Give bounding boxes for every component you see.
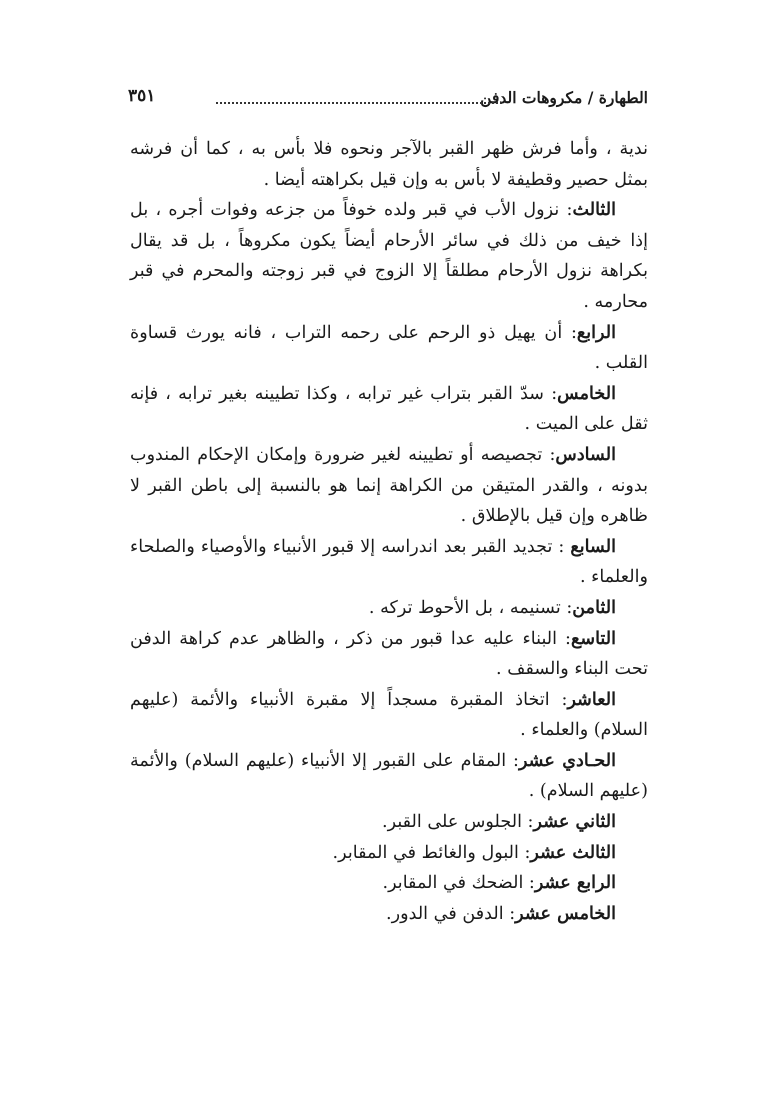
item-text: : تسنيمه ، بل الأحوط تركه . [368,597,573,618]
item-text: : الجلوس على القبر. [382,812,534,833]
page-number: ٣٥١ [128,86,156,106]
item-text: : سدّ القبر بتراب غير ترابه ، وكذا تطيينه بغير ترابه ، فإنه ثقل على الميت . [130,383,648,435]
item-label: الثاني عشر [533,811,616,833]
item-text: : البناء عليه عدا قبور من ذكر ، والظاهر عدم كراهة الدفن تحت البناء والسقف . [130,628,648,680]
dotted-leader [216,102,502,104]
item-text: : نزول الأب في قبر ولده خوفاً من جزعه وفوات أجره ، بل إذا خيف من ذلك في سائر الأرحام أيضاً يكون مكروهاً ، بل قد يقال بكراهة نزول الأرحام مطلقاً إلا الزوج في قبر زوجته والمحرم في قبر محارمه . [130,200,648,312]
paragraph-fourth [130,318,648,379]
list-item [130,868,616,899]
item-text: : الدفن في الدور. [386,903,516,924]
item-text: : الضحك في المقابر. [382,873,535,894]
item-label: الخامس [557,382,616,404]
paragraph-sixth [130,440,648,532]
item-label: التاسع [570,627,616,649]
paragraph-seventh [130,532,648,593]
item-text: : اتخاذ المقبرة مسجداً إلا مقبرة الأنبياء والأئمة (عليهم السلام) والعلماء . [130,689,648,741]
page-header [128,84,648,118]
short-items-list [130,807,648,929]
item-text: : المقام على القبور إلا الأنبياء (عليهم السلام) والأئمة (عليهم السلام) . [130,750,648,802]
item-label: الحـادي عشر [518,749,616,771]
item-label: الثالث [572,199,616,221]
paragraph-third [130,195,648,317]
paragraph-continuation [130,134,648,195]
paragraph-eighth [130,593,648,624]
item-label: السادس [555,443,616,465]
item-text: : تجديد القبر بعد اندراسه إلا قبور الأنبياء والأوصياء والصلحاء والعلماء . [130,536,648,588]
paragraph-text: ندية ، وأما فرش ظهر القبر بالآجر ونحوه فلا بأس به ، كما أن فرشه بمثل حصير وقطيفة لا بأس به وإن قيل بكراهته أيضا . [130,139,648,190]
paragraph-fifth [130,379,648,440]
running-title: الطهارة / مكروهات الدفن [480,88,648,107]
paragraph-ninth [130,624,648,685]
item-label: الثالث عشر [530,841,616,863]
paragraph-tenth [130,685,648,746]
item-text: : أن يهيل ذو الرحم على رحمه التراب ، فانه يورث قساوة القلب . [130,322,648,374]
item-label: العاشر [567,688,616,710]
item-label: الرابع [576,321,616,343]
list-item [130,899,616,930]
list-item [130,838,616,869]
item-label: الرابع عشر [534,872,616,894]
list-item [130,807,616,838]
item-label: الخامس عشر [515,902,616,924]
item-text: : تجصيصه أو تطيينه لغير ضرورة وإمكان الإحكام المندوب بدونه ، والقدر المتيقن من الكراهة إنما هو بالنسبة إلى باطن القبر لا ظاهره وإن قيل بالإطلاق . [130,444,648,527]
body-text [130,134,648,929]
item-text: : البول والغائط في المقابر. [332,842,531,863]
item-label: السابع [570,535,616,557]
item-label: الثامن [572,596,616,618]
paragraph-eleventh [130,746,648,807]
